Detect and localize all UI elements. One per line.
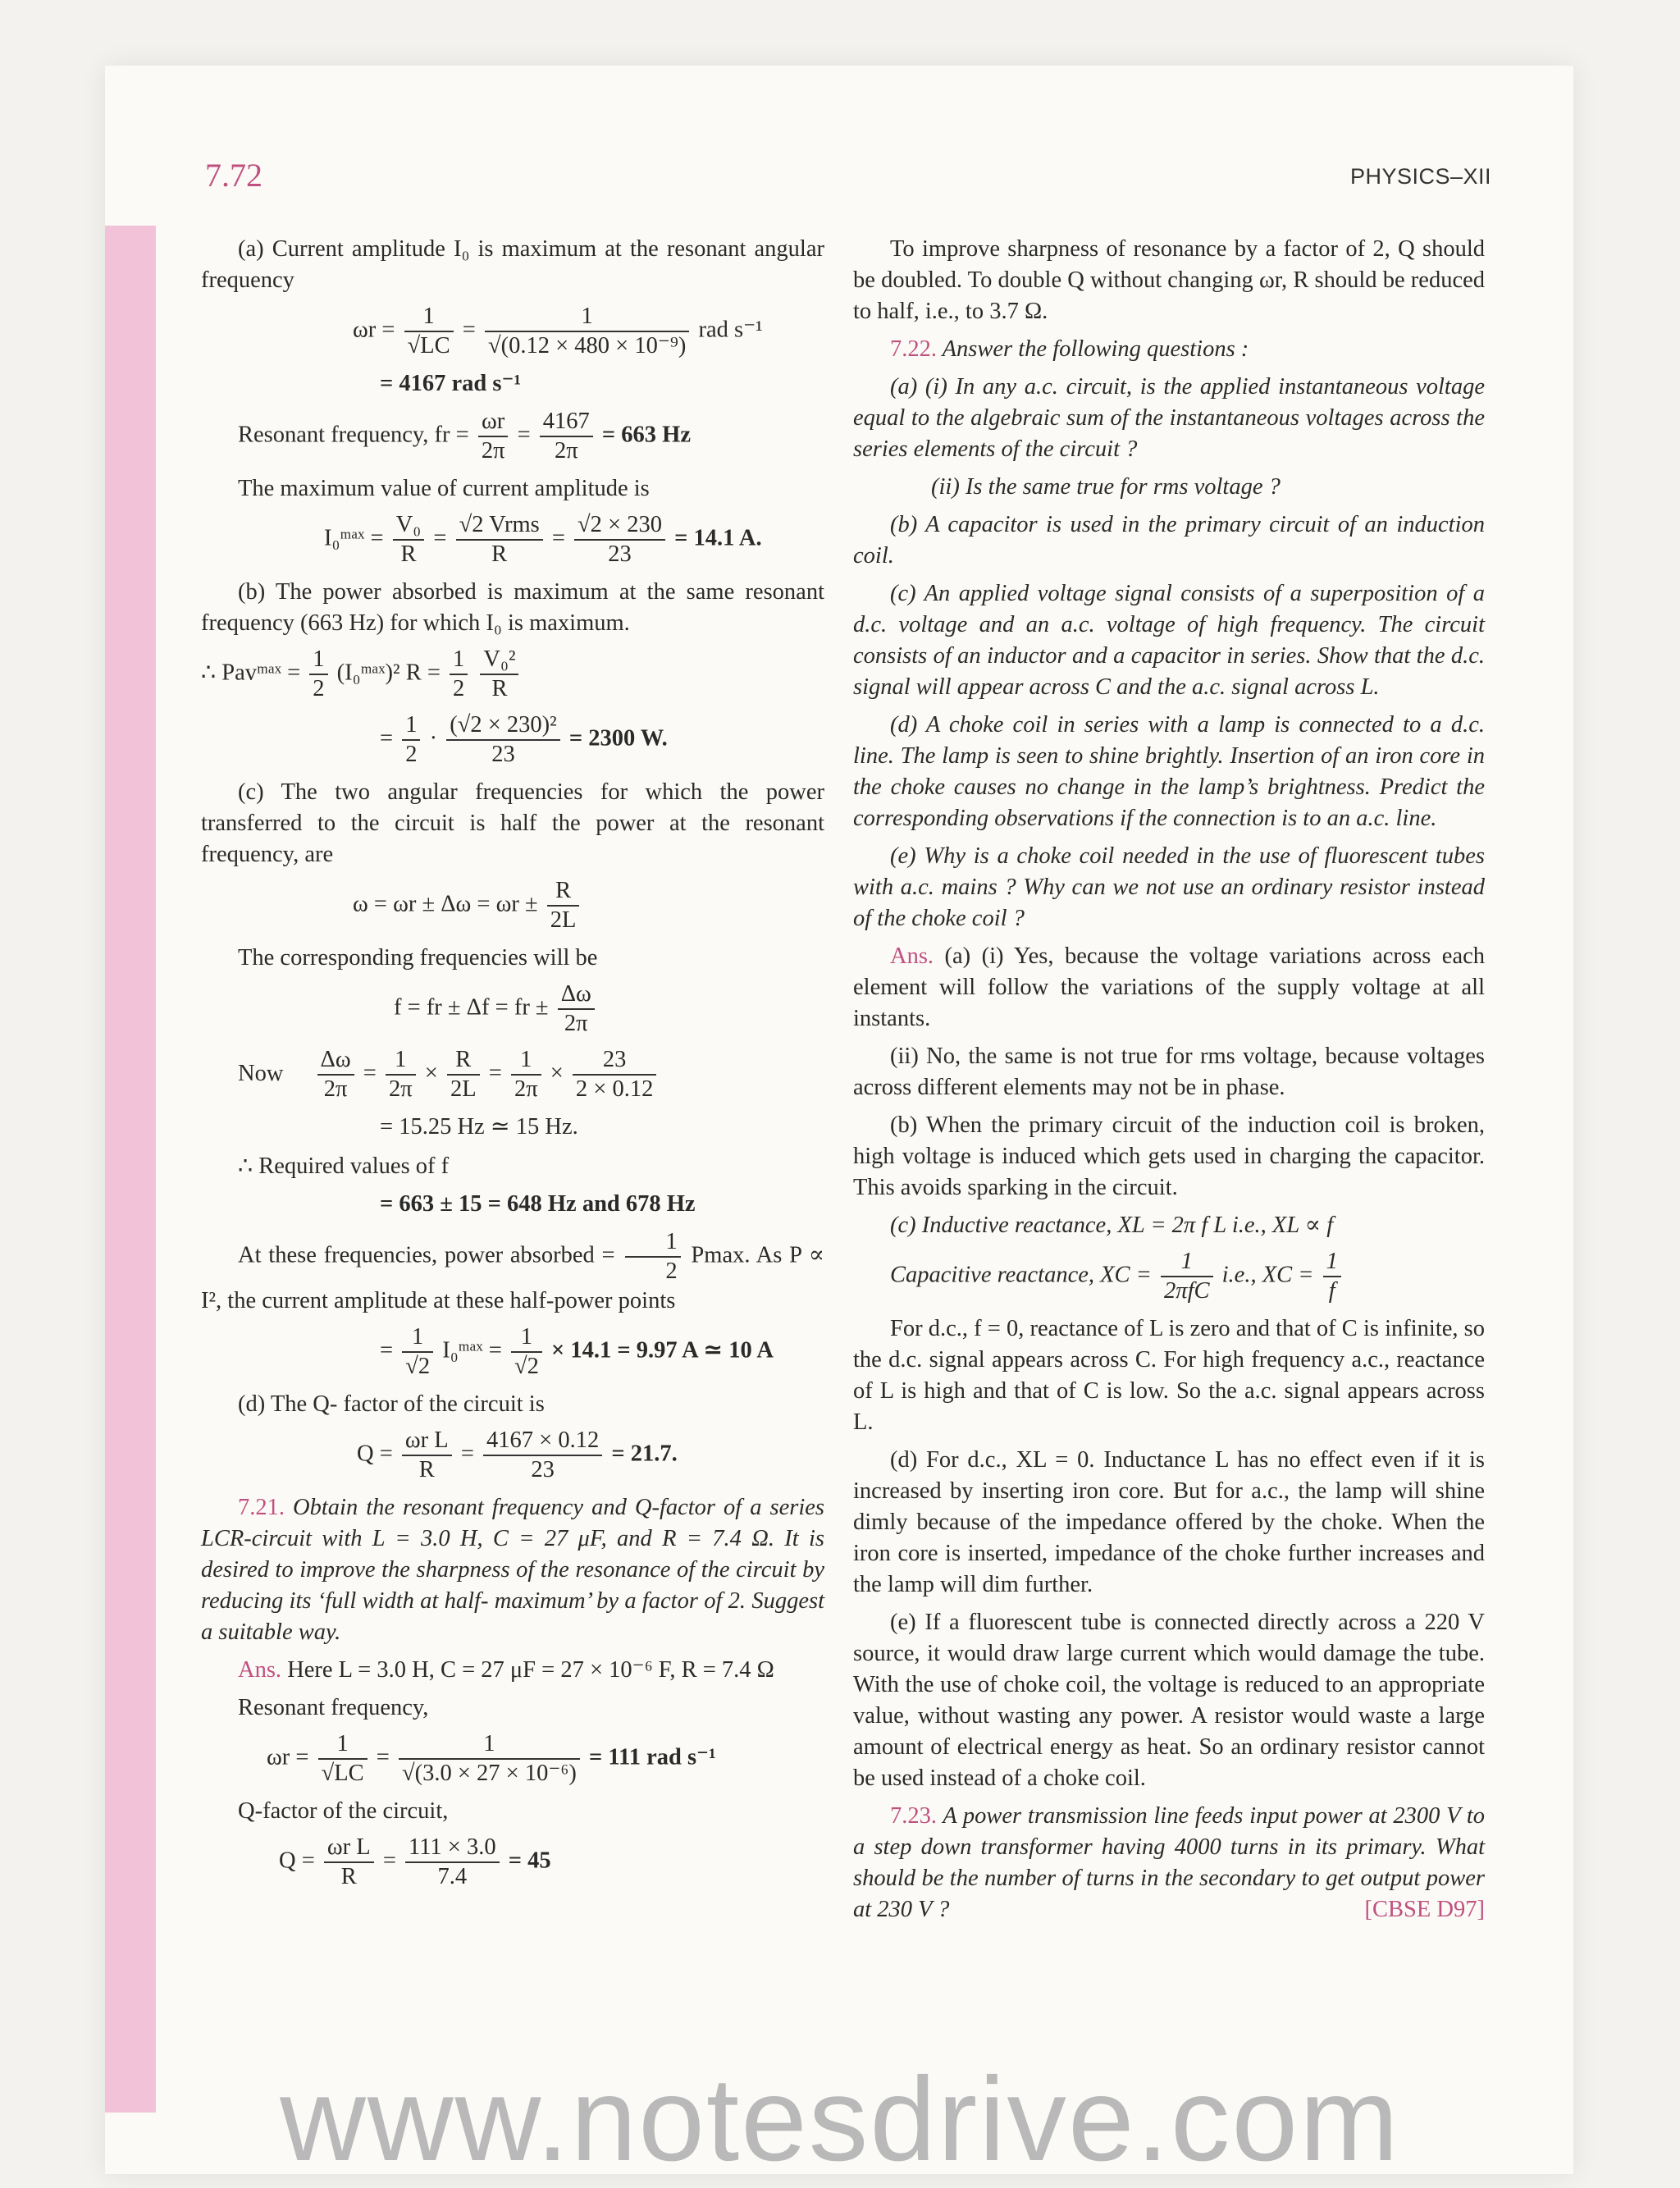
part-a-intro: (a) Current amplitude I₀ is maximum at the resonant angular frequency <box>201 236 824 293</box>
eq-delta-omega: ω = ωr ± Δω = ωr ± $\frac{R}{2L}$ <box>201 877 824 934</box>
question-7-22-a-i: (a) (i) In any a.c. circuit, is the applied instantaneous voltage equal to the algebraic sum of the instantaneous voltages across the series elements of the circuit ? <box>853 374 1485 462</box>
answer-7-22-c-inductive: (c) Inductive reactance, XL = 2π f L i.e., XL ∝ f <box>890 1213 1334 1238</box>
answer-7-22-a-i: Ans. (a) (i) Yes, because the voltage variations across each element will follow the variations of the supply voltage at all instants. <box>853 943 1485 1031</box>
question-7-22-e: (e) Why is a choke coil needed in the use of fluorescent tubes with a.c. mains ? Why can we not use an ordinary resistor instead of the choke coil ? <box>853 843 1485 931</box>
eq-half-power: = $\frac{1}{√2}$ I₀ᵐᵃˣ = $\frac{1}{√2}$ × 14.1 = 9.97 A ≃ 10 A <box>380 1324 774 1379</box>
eq-resonant-frequency: Resonant frequency, fr = $\frac{\omega r}{2\pi}$ = $\frac{4167}{2\pi}$ = 663 Hz <box>238 409 691 464</box>
improve-sharpness-text: To improve sharpness of resonance by a factor of 2, Q should be doubled. To double Q without changing ωr, R should be reduced to half, i.e., to 3.7 Ω. <box>853 236 1485 324</box>
answer-7-22-b: (b) When the primary circuit of the induction coil is broken, high voltage is induced which gets used in charging the capacitor. This avoids sparking in the circuit. <box>853 1112 1485 1200</box>
eq-q-factor-2: Q = $\frac{\text{ωr L}}{R}$ = $\frac{111 \times 3.0}{7.4}$ = 45 <box>279 1834 551 1889</box>
question-7-22-d: (d) A choke coil in series with a lamp is connected to a d.c. line. The lamp is seen to shine brightly. Insertion of an iron core in the choke causes no change in the lamp’s brightness. Predict the corresponding observations if the connection is to an a.c. line. <box>853 712 1485 831</box>
resonant-frequency-label: Resonant frequency, <box>238 1695 429 1720</box>
answer-7-22-c-explanation: For d.c., f = 0, reactance of L is zero and that of C is infinite, so the d.c. signal appears across C. For high frequency a.c., reactance of L is high and that of C is low. So the a.c. signal appears across L. <box>853 1316 1485 1435</box>
eq-i-max: I₀ᵐᵃˣ = $\frac{\text{V₀}}{R}$ = $\frac{\text{√2 Vrms}}{R}$ = $\frac{√2 \times 230}{23}$ = 14.1 A. <box>324 512 762 567</box>
question-7-22-title: 7.22. Answer the following questions : <box>890 336 1249 362</box>
max-amplitude-text: The maximum value of current amplitude is <box>238 476 650 501</box>
answer-7-22-d: (d) For d.c., XL = 0. Inductance L has no effect even if it is increased by inserting iron core. But for a.c., the lamp will shine dimly because of the impedance offered by the choke. When the iron core is inserted, impedance of the choke further increases and the lamp will dim further. <box>853 1447 1485 1597</box>
at-these-frequencies-text: At these frequencies, power absorbed = $\frac{1}{2}$ Pmax. As P ∝ I², the current amplitude at these half-power points <box>201 1229 824 1313</box>
q-factor-label: Q-factor of the circuit, <box>238 1798 449 1824</box>
part-c-text: (c) The two angular frequencies for which the power transferred to the circuit is half the power at the resonant frequency, are <box>201 779 824 867</box>
eq-p-av: ∴ Pavᵐᵃˣ = $\frac{1}{2}$ (I₀ᵐᵃˣ)² R = $\frac{1}{2}$ $\frac{\text{V₀²}}{R}$ <box>201 646 824 703</box>
eq-now: Now $\frac{\Delta\omega}{2\pi}$ = $\frac{1}{2\pi}$ × $\frac{R}{2L}$ = $\frac{1}{2\pi}$ × $\frac{23}{2 \times 0.12}$ <box>201 1046 824 1103</box>
question-7-21: 7.21. Obtain the resonant frequency and Q-factor of a series LCR-circuit with L = 3.0 H, C = 27 μF, and R = 7.4 Ω. It is desired to improve the sharpness of the resonance of the circuit by reducing its ‘full width at half- maximum’ by a factor of 2. Suggest a suitable way. <box>201 1495 824 1645</box>
exam-reference: [CBSE D97] <box>1364 1897 1485 1922</box>
required-text: ∴ Required values of f <box>238 1153 450 1179</box>
eq-p-av-value: = $\frac{1}{2}$ · $\frac{\text{(√2 × 230)²}}{23}$ = 2300 W. <box>380 712 668 767</box>
part-b-text: (b) The power absorbed is maximum at the same resonant frequency (663 Hz) for which I₀ is maximum. <box>201 579 824 636</box>
question-7-22-b: (b) A capacitor is used in the primary circuit of an induction coil. <box>853 512 1485 569</box>
eq-q-factor: Q = $\frac{\text{ωr L}}{R}$ = $\frac{4167 \times 0.12}{23}$ = 21.7. <box>357 1427 678 1482</box>
answer-7-22-e: (e) If a fluorescent tube is connected directly across a 220 V source, it would draw large current which would damage the tube. With the use of choke coil, the voltage is reduced to an appropriate value, without wasting any power. A resistor would waste a large amount of electrical energy as heat. So an ordinary resistor cannot be used instead of a choke coil. <box>853 1610 1485 1791</box>
margin-bar <box>105 226 156 2113</box>
answer-7-22-a-ii: (ii) No, the same is not true for rms voltage, because voltages across different elements may not be in phase. <box>853 1044 1485 1100</box>
watermark: www.notesdrive.com <box>280 2053 1400 2186</box>
eq-omega: ωr = $\frac{1}{√LC}$ = $\frac{1}{\text{√(0.12 × 480 × 10⁻⁹)}}$ rad s⁻¹ <box>353 304 763 359</box>
corresponding-text: The corresponding frequencies will be <box>238 945 598 971</box>
answer-7-21: Ans. Here L = 3.0 H, C = 27 μF = 27 × 10⁻⁶ F, R = 7.4 Ω <box>238 1657 774 1683</box>
eq-now-value: = 15.25 Hz ≃ 15 Hz. <box>380 1114 578 1140</box>
page-number: 7.72 <box>205 157 262 194</box>
right-column <box>853 234 1485 1932</box>
eq-required-values: = 663 ± 15 = 648 Hz and 678 Hz <box>380 1191 696 1217</box>
part-d-text: (d) The Q- factor of the circuit is <box>238 1391 545 1417</box>
running-head: PHYSICS–XII <box>1349 164 1491 189</box>
question-7-22-c: (c) An applied voltage signal consists of a superposition of a d.c. voltage and an a.c. voltage of high frequency. The circuit consists of an inductor and a capacitor in series. Show that the d.c. signal will appear across C and the a.c. signal across L. <box>853 581 1485 700</box>
eq-omega-value: = 4167 rad s⁻¹ <box>380 371 522 396</box>
question-7-23: 7.23. A power transmission line feeds input power at 2300 V to a step down transformer having 4000 turns in its primary. What should be the number of turns in the secondary to get output power at 230 V ? [CBSE D97] <box>853 1801 1485 1925</box>
left-column <box>201 234 824 1899</box>
answer-7-22-c-capacitive: Capacitive reactance, XC = $\frac{1}{\text{2πfC}}$ i.e., XC = $\frac{1}{f}$ <box>853 1248 1485 1305</box>
eq-f: f = fr ± Δf = fr ± $\frac{\Delta\omega}{2\pi}$ <box>201 980 824 1038</box>
eq-omega-2: ωr = $\frac{1}{√LC}$ = $\frac{1}{\text{√(3.0 × 27 × 10⁻⁶)}}$ = 111 rad s⁻¹ <box>267 1731 716 1786</box>
question-7-22-a-ii: (ii) Is the same true for rms voltage ? <box>931 474 1281 500</box>
